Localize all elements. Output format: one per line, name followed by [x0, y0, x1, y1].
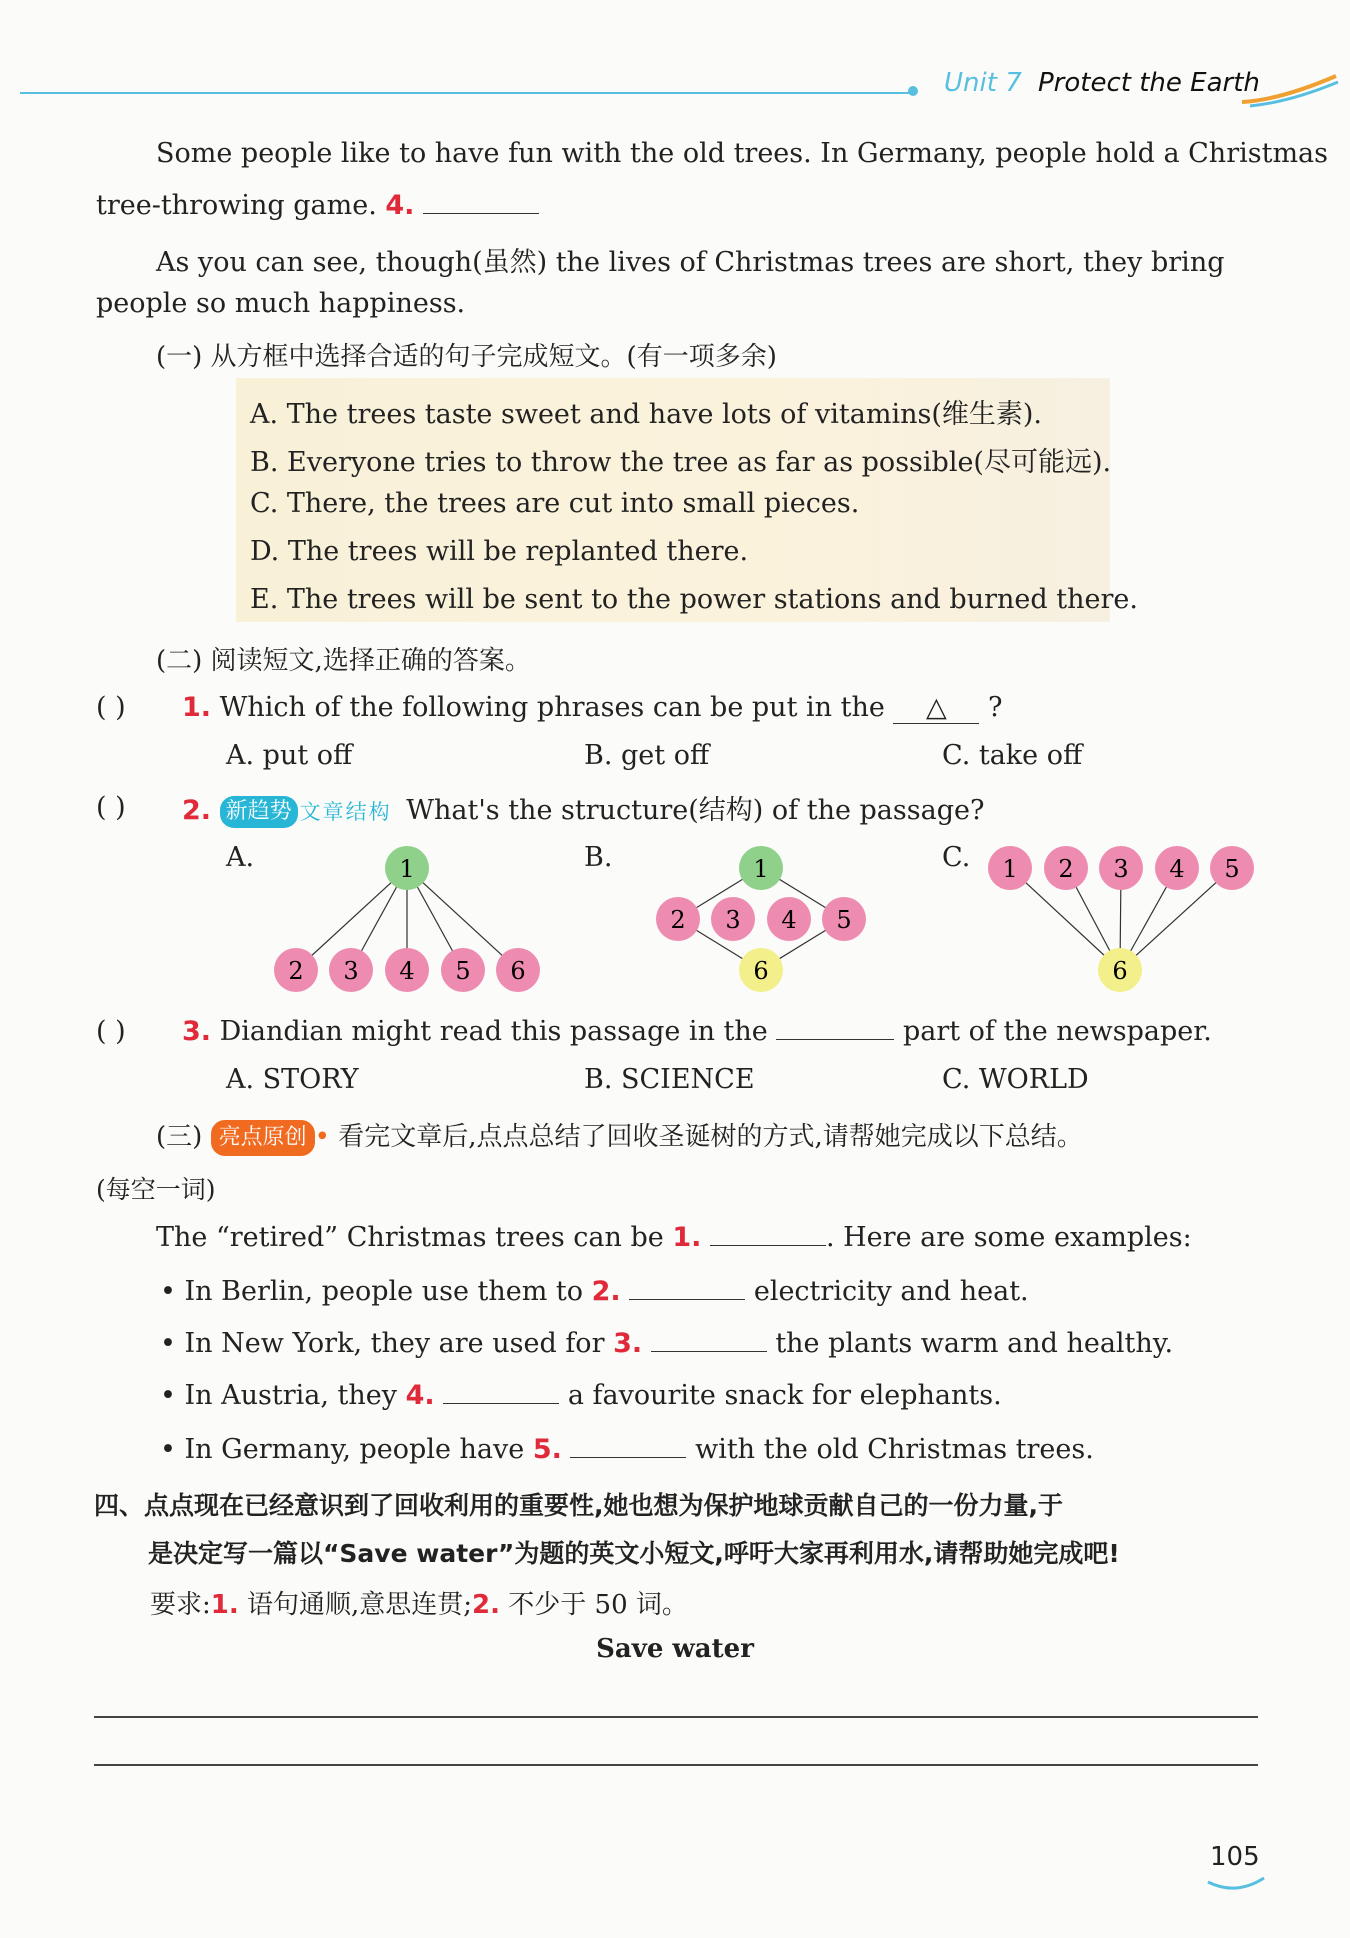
svg-text:4: 4: [399, 957, 415, 985]
trend-tag: 新趋势: [220, 796, 298, 828]
svg-text:2: 2: [1058, 855, 1074, 883]
svg-text:5: 5: [455, 957, 471, 985]
page-swoosh-icon: [1206, 1876, 1266, 1896]
answer-blank[interactable]: [651, 1350, 767, 1352]
svg-text:1: 1: [399, 855, 415, 883]
diagram-c-node-5: [1210, 846, 1254, 890]
summary-bullet-4: • In Germany, people have 5. with the old Christmas trees.: [160, 1434, 1094, 1465]
diagram-b-node-5: [822, 897, 866, 941]
passage-line-4: people so much happiness.: [96, 288, 466, 319]
diagram-c-node-3: [1099, 846, 1143, 890]
header-dot-icon: [908, 86, 918, 96]
answer-paren[interactable]: ( ): [96, 1016, 126, 1047]
answer-paren[interactable]: ( ): [96, 792, 126, 823]
structure-tag: 文章结构: [299, 799, 392, 824]
passage-line-1: Some people like to have fun with the old trees. In Germany, people hold a Christmas: [156, 138, 1328, 169]
original-tag: 亮点原创: [211, 1120, 315, 1156]
answer-blank[interactable]: [570, 1456, 686, 1458]
triangle-blank: [893, 692, 979, 724]
question-3: 3. Diandian might read this passage in the part of the newspaper.: [182, 1016, 1212, 1047]
section3-heading: (三) 亮点原创 • 看完文章后,点点总结了回收圣诞树的方式,请帮她完成以下总结。: [156, 1116, 1083, 1156]
svg-text:2: 2: [670, 906, 686, 934]
q3-option-b[interactable]: B. SCIENCE: [584, 1064, 755, 1095]
passage-line-2: tree-throwing game. 4.: [96, 190, 539, 221]
q1-option-b[interactable]: B. get off: [584, 740, 710, 771]
diagram-c: [980, 838, 1270, 998]
section4-line-2: 是决定写一篇以“Save water”为题的英文小短文,呼吁大家再利用水,请帮助她完成吧!: [148, 1539, 1120, 1568]
diagram-a: [260, 838, 550, 998]
svg-text:5: 5: [836, 906, 852, 934]
diagram-a-node-6: [496, 948, 540, 992]
section1-heading: (一) 从方框中选择合适的句子完成短文。(有一项多余): [156, 342, 777, 372]
q1-option-c[interactable]: C. take off: [942, 740, 1083, 771]
svg-text:2: 2: [288, 957, 304, 985]
svg-text:5: 5: [1224, 855, 1240, 883]
diagram-b-node-3: [711, 897, 755, 941]
svg-text:3: 3: [725, 906, 741, 934]
page-number: 105: [1210, 1842, 1260, 1872]
header-title: Protect the Earth: [1038, 68, 1260, 98]
diagram-a-top-node: [385, 846, 429, 890]
q2-option-b[interactable]: B.: [584, 842, 613, 873]
answer-blank[interactable]: [423, 212, 539, 214]
question-1: 1. Which of the following phrases can be put in the △ ?: [182, 692, 1003, 723]
diagram-c-node-1: [988, 846, 1032, 890]
diagram-c-node-2: [1044, 846, 1088, 890]
q2-option-c[interactable]: C.: [942, 842, 971, 873]
svg-text:6: 6: [753, 957, 769, 985]
option-e: E. The trees will be sent to the power stations and burned there.: [250, 584, 1138, 615]
triangle-icon: △: [926, 692, 947, 723]
summary-line-0: The “retired” Christmas trees can be 1. . Here are some examples:: [156, 1222, 1192, 1253]
svg-text:3: 3: [343, 957, 359, 985]
diagram-a-node-5: [441, 948, 485, 992]
answer-blank[interactable]: [443, 1402, 559, 1404]
svg-text:4: 4: [1169, 855, 1185, 883]
option-b: B. Everyone tries to throw the tree as far as possible(尽可能远).: [250, 447, 1112, 478]
svg-text:3: 3: [1113, 855, 1129, 883]
diagram-a-node-2: [274, 948, 318, 992]
q3-option-a[interactable]: A. STORY: [226, 1064, 359, 1095]
diagram-a-node-4: [385, 948, 429, 992]
diagram-c-node-4: [1155, 846, 1199, 890]
section3-note: (每空一词): [96, 1175, 216, 1204]
writing-line-1[interactable]: [94, 1716, 1258, 1718]
svg-text:1: 1: [753, 855, 769, 883]
option-c: C. There, the trees are cut into small pieces.: [250, 488, 860, 519]
svg-text:6: 6: [1112, 957, 1128, 985]
answer-blank[interactable]: [776, 1038, 894, 1040]
section4-requirements: 要求:1. 语句通顺,意思连贯;2. 不少于 50 词。: [150, 1590, 688, 1620]
diagram-c-bottom-node: [1098, 948, 1142, 992]
q1-option-a[interactable]: A. put off: [226, 740, 353, 771]
option-a: A. The trees taste sweet and have lots of vitamins(维生素).: [250, 399, 1042, 430]
summary-bullet-1: • In Berlin, people use them to 2. electricity and heat.: [160, 1276, 1029, 1307]
q3-option-c[interactable]: C. WORLD: [942, 1064, 1089, 1095]
q2-option-a[interactable]: A.: [226, 842, 255, 873]
diagram-b-node-4: [767, 897, 811, 941]
summary-bullet-2: • In New York, they are used for 3. the plants warm and healthy.: [160, 1328, 1174, 1359]
section2-heading: (二) 阅读短文,选择正确的答案。: [156, 646, 531, 676]
answer-paren[interactable]: ( ): [96, 692, 126, 723]
header-swoosh-icon: [1240, 72, 1340, 108]
answer-blank[interactable]: [710, 1244, 826, 1246]
header-rule: [20, 92, 910, 94]
passage-line-3: As you can see, though(虽然) the lives of Christmas trees are short, they bring: [156, 247, 1225, 278]
summary-bullet-3: • In Austria, they 4. a favourite snack for elephants.: [160, 1380, 1002, 1411]
tag-dot-icon: •: [314, 1122, 330, 1152]
svg-text:6: 6: [510, 957, 526, 985]
blank-number: 4.: [385, 190, 415, 221]
svg-text:1: 1: [1002, 855, 1018, 883]
header-unit: Unit 7: [944, 68, 1022, 98]
svg-text:4: 4: [781, 906, 797, 934]
option-d: D. The trees will be replanted there.: [250, 536, 749, 567]
writing-line-2[interactable]: [94, 1764, 1258, 1766]
answer-blank[interactable]: [629, 1298, 745, 1300]
diagram-b: [640, 838, 880, 998]
diagram-a-node-3: [329, 948, 373, 992]
question-2: 2. 新趋势 文章结构 What's the structure(结构) of the passage?: [182, 795, 985, 826]
section4-line-1: 四、点点现在已经意识到了回收利用的重要性,她也想为保护地球贡献自己的一份力量,于: [94, 1491, 1063, 1520]
diagram-b-top-node: [739, 846, 783, 890]
diagram-b-node-2: [656, 897, 700, 941]
diagram-b-bottom-node: [739, 948, 783, 992]
essay-title: Save water: [596, 1634, 754, 1664]
